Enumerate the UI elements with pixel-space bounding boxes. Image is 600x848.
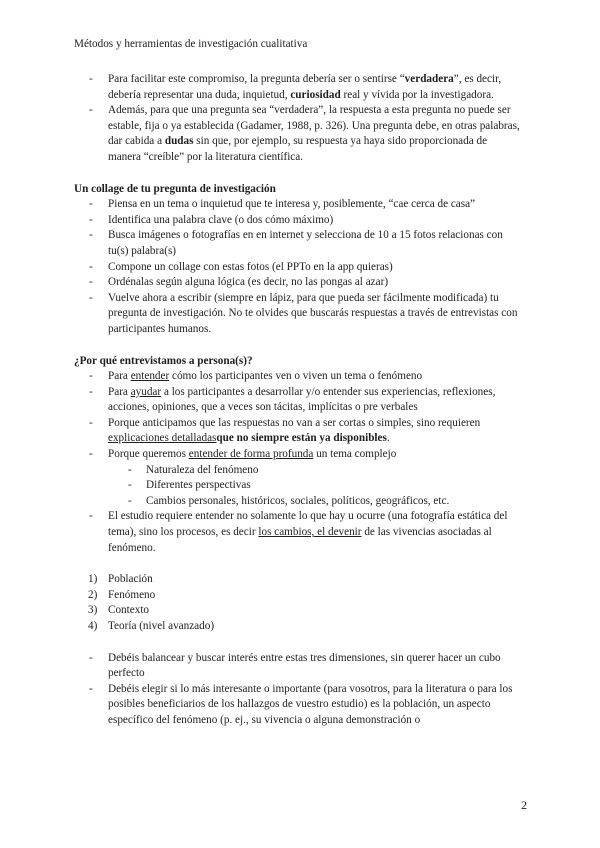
dimension-item: 3) Contexto xyxy=(88,604,150,617)
why-item-explanations: - Porque anticipamos que las respuestas no van a ser cortas o simples, sino requieren explicaciones detalladasque no siempre están ya disponibles. xyxy=(74,416,520,447)
why-list xyxy=(74,369,520,463)
collage-item: - Vuelve ahora a escribir (siempre en lápiz, para que pueda ser fácilmente modificada) tu pregunta de investigación. No te olvides que buscarás respuestas a través de entrevistas con participantes humanos. xyxy=(74,291,520,338)
page-number: 2 xyxy=(521,798,527,812)
why-item-process: - El estudio requiere entender no solamente lo que hay u ocurre (una fotografía estática del tema), sino los procesos, es decir los cambios, el devenir de las vivencias asociadas al fenómeno. xyxy=(74,509,520,556)
why-subitem: - Naturaleza del fenómeno xyxy=(74,463,520,479)
collage-item: - Piensa en un tema o inquietud que te interesa y, posiblemente, “cae cerca de casa” xyxy=(74,197,520,213)
running-header: Métodos y herramientas de investigación cualitativa xyxy=(74,38,308,50)
dimension-item: 2) Fenómeno xyxy=(88,588,156,601)
closing-item: - Debéis balancear y buscar interés entre estas tres dimensiones, sin querer hacer un cubo perfecto xyxy=(74,651,520,682)
collage-item: - Busca imágenes o fotografías en en internet y selecciona de 10 a 15 fotos relacionas con tu(s) palabra(s) xyxy=(74,228,520,259)
why-item-help: - Para ayudar a los participantes a desarrollar y/o entender sus experiencias, reflexiones, acciones, opiniones, que a veces son tácitas, implícitas o pre verbales xyxy=(74,385,520,416)
collage-heading: Un collage de tu pregunta de investigación xyxy=(74,182,276,195)
closing-item: - Debéis elegir si lo más interesante o importante (para vosotros, para la literatura o para los posibles beneficiarios de los hallazgos de vuestro estudio) es la población, un aspecto específico del fenómeno (p. ej., su vivencia o alguna demonstración o xyxy=(74,682,520,729)
why-item-deep: - Porque queremos entender de forma profunda un tema complejo xyxy=(74,447,520,463)
collage-item: - Ordénalas según alguna lógica (es decir, no las pongas al azar) xyxy=(74,275,520,291)
closing-list xyxy=(74,651,520,729)
intro-list xyxy=(74,72,520,166)
why-subitem: - Cambios personales, históricos, sociales, políticos, geográficos, etc. xyxy=(74,494,520,510)
why-list-cont xyxy=(74,509,520,556)
dimension-item: 4) Teoría (nivel avanzado) xyxy=(88,620,215,632)
why-heading: ¿Por qué entrevistamos a persona(s)? xyxy=(74,354,253,367)
intro-item-2: - Además, para que una pregunta sea “verdadera”, la respuesta a esta pregunta no puede ser estable, fija o ya establecida (Gadamer, 1988, p. 326). Una pregunta debe, en otras palabras, dar cabida a dudas sin que, por ejemplo, su respuesta ya haya sido proporcionada de manera “creíble” por la literatura científica. xyxy=(74,103,520,165)
why-subitem: - Diferentes perspectivas xyxy=(74,478,520,494)
collage-item: - Identifica una palabra clave (o dos cómo máximo) xyxy=(74,213,520,229)
dimensions-list xyxy=(74,572,520,634)
dimension-item: 1) Población xyxy=(88,573,153,586)
collage-list xyxy=(74,197,520,337)
body-text xyxy=(74,72,520,729)
why-sublist xyxy=(74,463,520,510)
intro-item-1: - Para facilitar este compromiso, la pregunta debería ser o sentirse “verdadera”, es decir, debería representar una duda, inquietud, curiosidad real y vívida por la investigadora. xyxy=(74,72,520,103)
collage-item: - Compone un collage con estas fotos (el PPTo en la app quieras) xyxy=(74,260,520,276)
why-item-understand: - Para entender cómo los participantes ven o viven un tema o fenómeno xyxy=(74,369,520,385)
